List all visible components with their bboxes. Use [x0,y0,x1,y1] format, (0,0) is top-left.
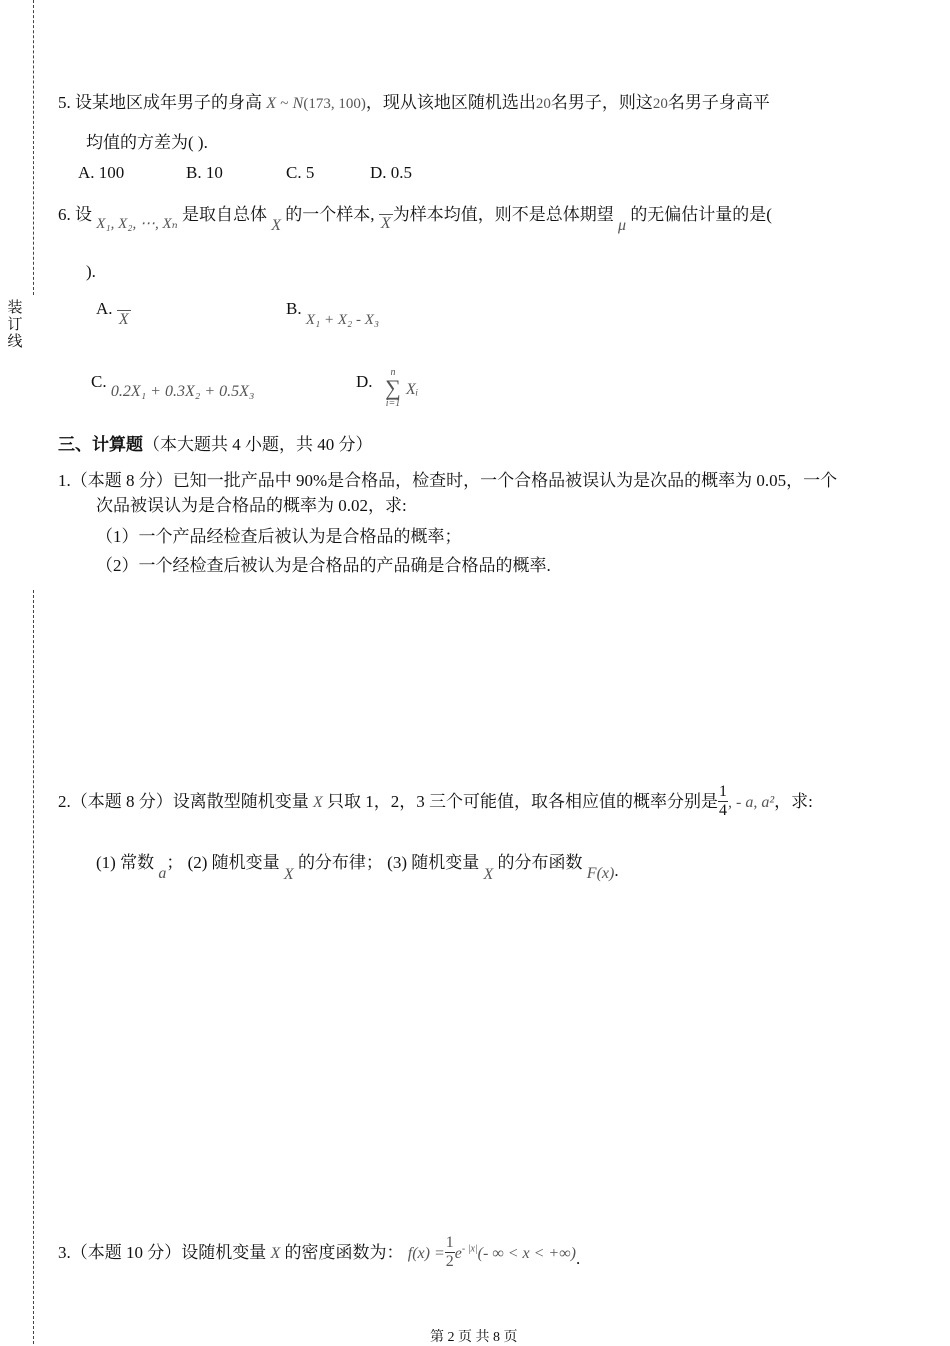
q6-option-b: B. X₁ + X₂ - X₃ [286,299,380,328]
q6-option-a: A. X [96,299,131,319]
p3-exp-base: e [454,1245,462,1262]
q6-sum-term: Xᵢ [406,381,419,398]
p3-exponent: - |x| [461,1243,478,1255]
p2-var-x1: X [283,866,294,883]
q6-mu: μ [618,217,627,234]
q6-sample-mean: X [379,214,393,232]
binding-label: 装订线 [7,300,23,350]
q6-text1: 是取自总体 [182,205,267,224]
q6-option-d: D. [356,372,373,391]
q6-sum-symbol: n ∑ i=1 [385,367,401,409]
q5-line1 [58,88,770,113]
q6-prefix: 6. 设 [58,205,92,224]
binding-dashed-line-top [33,0,34,295]
q6-option-c-expr: 0.2X₁ + 0.3X₂ + 0.5X₃ [110,383,255,400]
p2-probs: , - a, a² [728,794,775,811]
q6-text3: 为样本均值，则不是总体期望 [392,205,614,224]
p2-line1: 2.（本题 8 分）设离散型随机变量 X 只取 1，2，3 三个可能值，取各相应值的概率分别是 $\frac{1}{4}$ , - a, a²，求: [58,783,813,819]
q6-var-x: X [271,217,282,234]
q5-sim: ~ [280,96,289,112]
p1-line2: 次品被误认为是合格品的概率为 0.02，求: [96,496,407,515]
q5-option-b: B. 10 [186,163,223,182]
p3-density: f(x) = [407,1245,445,1262]
p3-var-x: X [270,1245,281,1262]
p3-fraction: $\frac{1}{2}$ [445,1234,454,1270]
q6-sample: X₁, X₂, ⋯, Xₙ [96,216,178,232]
q6-text4: 的无偏估计量的是( [630,205,772,224]
p2-dist-func: F(x) [586,865,615,882]
p2-subparts: (1) 常数 a； (2) 随机变量 X 的分布律； (3) 随机变量 X 的分布函数 F(x). [96,853,619,883]
q5-n1: 20 [535,96,551,112]
q6-option-c: C. 0.2X₁ + 0.3X₂ + 0.5X₃ [91,372,255,400]
q5-line2: 均值的方差为( ). [86,133,208,152]
binding-dashed-line-bottom [33,590,34,1344]
p1-line1: 1.（本题 8 分）已知一批产品中 90%是合格品，检查时，一个合格品被误认为是次品的概率为 0.05，一个 [58,471,838,490]
q6-text2: 的一个样本, [285,205,375,224]
q5-n2: 20 [652,96,668,112]
p2-var-x: X [313,794,323,811]
section-title: 三、计算题（本大题共 4 小题，共 40 分） [58,435,373,454]
q5-option-c: C. 5 [286,163,315,182]
p2-var-x2: X [483,866,494,883]
q5-var-x: X [266,95,277,112]
q6-line1 [58,200,772,234]
q5-text-mid: ，现从该地区随机选出 [365,93,536,112]
q5-option-d: D. 0.5 [370,163,413,182]
p1-sub1: （1）一个产品经检查后被认为是合格品的概率； [96,527,462,546]
q5-option-a: A. 100 [78,163,125,182]
q6-option-b-expr: X₁ + X₂ - X₃ [305,312,380,328]
p1-sub2: （2）一个经检查后被认为是合格品的产品确是合格品的概率. [96,556,551,575]
p2-fraction: $\frac{1}{4}$ [719,783,728,819]
q5-text-suffix: 名男子身高平 [667,93,770,112]
page-footer: 第 2 页 共 8 页 [430,1330,518,1345]
p3-range: (- ∞ < x < +∞) [477,1245,576,1262]
q6-line2: ). [86,262,96,281]
p3-line: 3.（本题 10 分）设随机变量 X 的密度函数为： f(x) = $\frac{1}{2}$ $e^{- |x|}(-$ ∞ < x < +∞). [58,1234,581,1270]
q5-text-mid2: 名男子，则这 [550,93,653,112]
p2-constant-a: a [158,865,167,882]
q6-option-a-expr: X [117,310,131,328]
q5-text: 5. 设某地区成年男子的身高 [58,93,262,112]
q5-params: (173, 100) [303,96,366,112]
q5-normal: N [292,95,304,112]
